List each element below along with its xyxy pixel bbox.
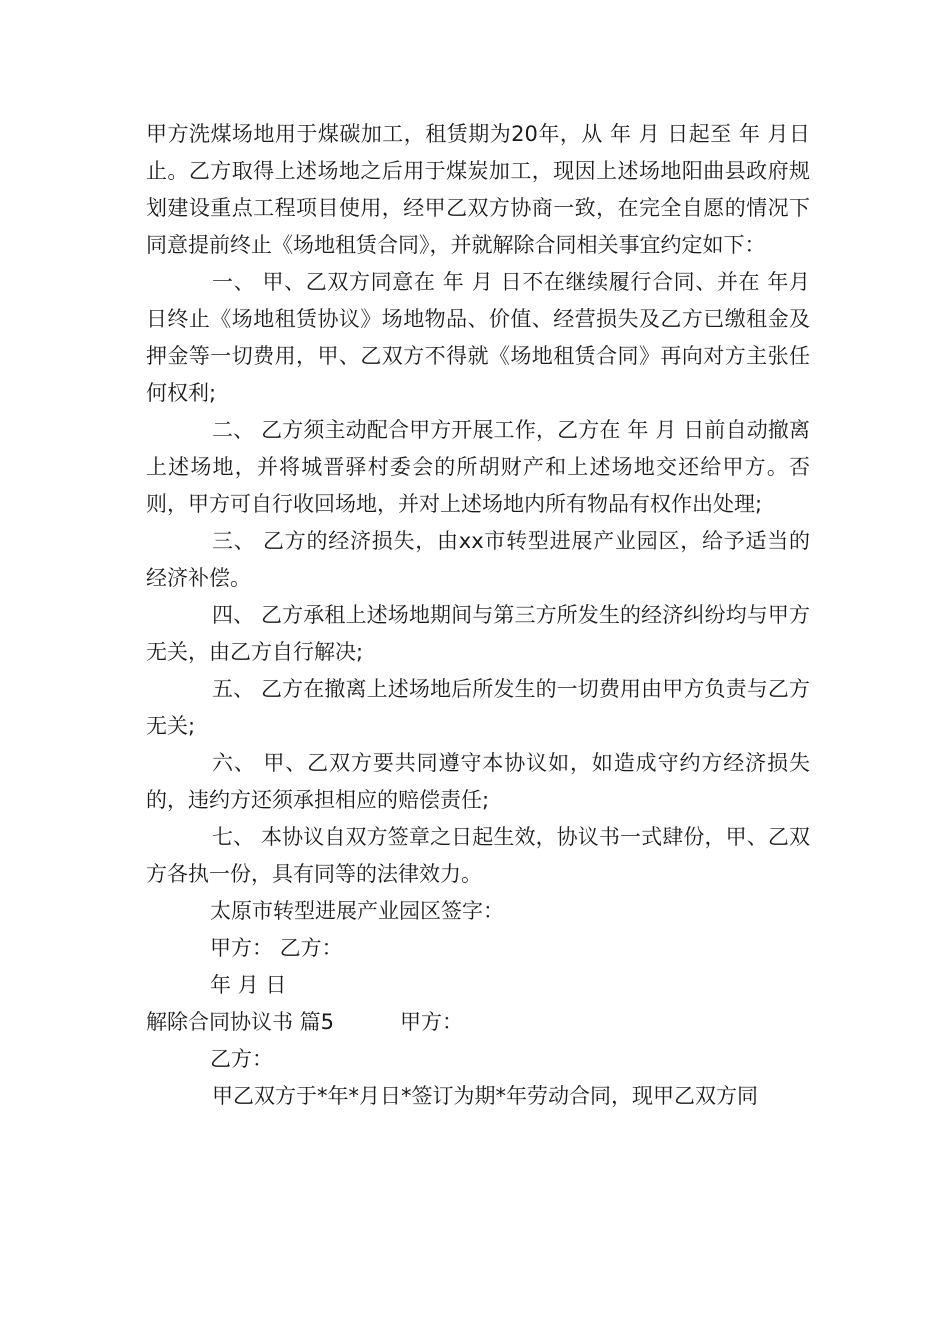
section-heading (146, 1004, 810, 1041)
document-body (146, 116, 810, 1115)
section-title: 解除合同协议书 篇5 (146, 1010, 335, 1034)
section-party-b: 乙方： (210, 1047, 273, 1071)
section-party-a: 甲方： (400, 1010, 464, 1034)
signature-organization: 太原市转型进展产业园区签字： (210, 899, 504, 923)
section-body-text: 甲乙双方于*年*月日*签订为期*年劳动合同，现甲乙双方同 (212, 1084, 758, 1108)
intro-paragraph: 甲方洗煤场地用于煤碳加工，租赁期为20年，从 年 月 日起至 年 月日止。乙方取得上述场地之后用于煤炭加工，现因上述场地阳曲县政府规划建设重点工程项目使用，经甲乙双方协商一致，在完全自愿的情况下同意提前终止《场地租赁合同》，并就解除合同相关事宜约定如下： (146, 122, 810, 257)
clause-6: 六、 甲、乙双方要共同遵守本协议如，如造成守约方经济损失的，违约方还须承担相应的赔偿责任; (146, 751, 810, 812)
clause-2: 二、 乙方须主动配合甲方开展工作，乙方在 年 月 日前自动撤离上述场地，并将城晋驿村委会的所胡财产和上述场地交还给甲方。否则，甲方可自行收回场地，并对上述场地内所有物品有权作出处理; (146, 418, 810, 516)
signature-date: 年 月 日 (210, 973, 287, 997)
signature-parties: 甲方： 乙方： (210, 936, 343, 960)
clause-1: 一、 甲、乙双方同意在 年 月 日不在继续履行合同、并在 年月 日终止《场地租赁协议》场地物品、价值、经营损失及乙方已缴租金及押金等一切费用，甲、乙双方不得就《场地租赁合同》再向对方主张任何权利; (146, 270, 810, 405)
clause-7: 七、 本协议自双方签章之日起生效，协议书一式肆份，甲、乙双方各执一份，具有同等的法律效力。 (146, 825, 810, 886)
clause-3: 三、 乙方的经济损失，由xx市转型进展产业园区，给予适当的经济补偿。 (146, 529, 810, 590)
clause-5: 五、 乙方在撤离上述场地后所发生的一切费用由甲方负责与乙方无关; (146, 677, 810, 738)
clause-4: 四、 乙方承租上述场地期间与第三方所发生的经济纠纷均与甲方无关，由乙方自行解决; (146, 603, 810, 664)
